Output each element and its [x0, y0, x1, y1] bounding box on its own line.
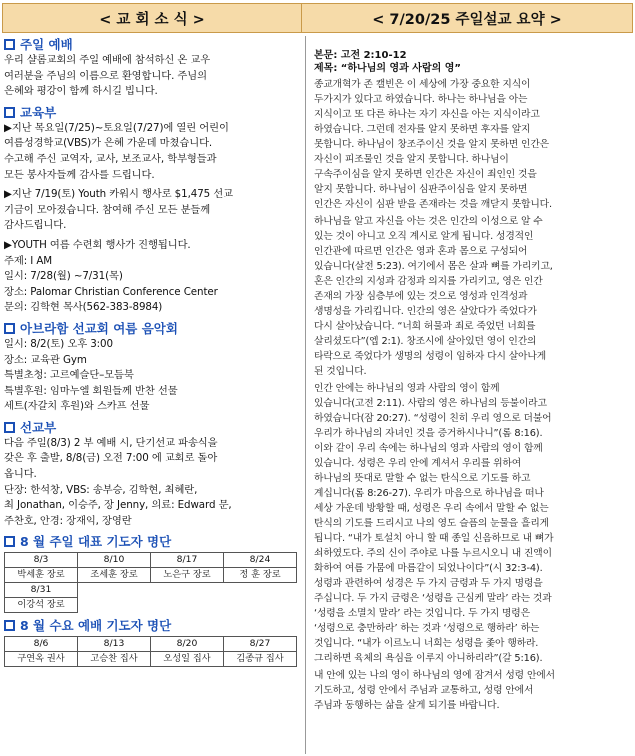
- square-bullet-icon: [4, 422, 15, 433]
- sermon-summary-column: [305, 36, 633, 754]
- sermon-summary-header: < 7/20/25 주일설교 요약 >: [302, 3, 633, 33]
- square-bullet-icon: [4, 620, 15, 631]
- section-title-sunday-prayer: 8 월 주일 대표 기도자 명단: [4, 533, 302, 550]
- section-title-education: 교육부: [4, 104, 302, 121]
- table-cell-name: 노은구 장로: [151, 568, 224, 583]
- table-cell-date: 8/17: [151, 553, 224, 568]
- table-cell-date: 8/3: [5, 553, 78, 568]
- table-cell-name: 조세훈 장로: [78, 568, 151, 583]
- square-bullet-icon: [4, 323, 15, 334]
- youth-offering-notice: ▶지난 7/19(토) Youth 카워시 행사로 $1,475 선교 기금이 모아졌습니다. 참여해 주신 모든 분들께 감사드립니다.: [4, 188, 233, 232]
- church-news-header: < 교 회 소 식 >: [2, 3, 302, 33]
- table-cell-date: 8/27: [224, 637, 297, 652]
- table-row: [5, 652, 297, 667]
- youth-retreat-notice: ▶YOUTH 여름 수련회 행사가 진행됩니다. 주제: I AM 일시: 7/28(월) ~7/31(목) 장소: Palomar Christian Conference Center 문의: 김학현 목사(562-383-8984): [4, 238, 218, 314]
- sermon-paragraph: 하나님을 알고 자신을 아는 것은 인간의 이성으로 알 수 있는 것이 아니고 오직 계시로 알게 됩니다. 성경적인 인간관에 따르면 인간은 영과 혼과 몸으로 구성되어 있습니다(살전 5:23). 여기에서 몸은 살과 뼈를 가리키고, 혼은 인간의 지성과 감정과 의지를 가리키고, 영은 인간 존재의 가장 심층부에 있는 것으로 영성과 인격성과 생명성을 가리킵니다. 인간의 영은 살았다가 죽었다가 다시 살아났습니다. “너희 허물과 죄로 죽었던 너희를 살리셨도다”(엡 2:1). 창조시에 살아있던 영이 인간의 타락으로 죽었다가 생명의 성령이 임하자 다시 살아나게 된 것입니다.: [314, 216, 553, 377]
- section-title-mission: 선교부: [4, 419, 302, 436]
- section-title-wednesday-prayer: 8 월 수요 예배 기도자 명단: [4, 617, 302, 634]
- table-cell-date: 8/24: [224, 553, 297, 568]
- square-bullet-icon: [4, 536, 15, 547]
- table-cell-name: 구연옥 권사: [5, 652, 78, 667]
- header-bar: [2, 3, 633, 33]
- table-row: [5, 553, 297, 568]
- sermon-paragraph: 종교개혁가 존 캘빈은 이 세상에 가장 중요한 지식이 두가지가 있다고 하였습니다. 하나는 하나님을 아는 지식이고 또 다른 하나는 자기 자신을 아는 지식이라고 하였습니다. 그런데 전자를 알지 못하면 후자를 알지 못합니다. 하나님이 창조주이신 것을 알지 못하면 인간은 자신이 피조물인 것을 알지 못합니다. 하나님이 구속주이심을 알지 못하면 인간은 자신이 죄인인 것을 알지 못합니다. 하나님이 심판주이심을 알지 못하면 인간은 자신이 심판 받을 존재라는 것을 깨닫지 못합니다.: [314, 79, 552, 210]
- table-row: [5, 583, 297, 598]
- table-cell-date: 8/13: [78, 637, 151, 652]
- table-row: [5, 637, 297, 652]
- table-cell-date: 8/20: [151, 637, 224, 652]
- table-cell-name: 이강석 장로: [5, 598, 78, 613]
- square-bullet-icon: [4, 107, 15, 118]
- sunday-prayer-table: [4, 552, 297, 613]
- table-cell-name: 고승찬 집사: [78, 652, 151, 667]
- wednesday-prayer-table: [4, 636, 297, 667]
- table-cell-name: 정 훈 장로: [224, 568, 297, 583]
- table-cell-date: 8/6: [5, 637, 78, 652]
- sermon-paragraph: 인간 안에는 하나님의 영과 사람의 영이 함께 있습니다(고전 2:11). 사람의 영은 하나님의 등불이라고 하였습니다(잠 20:27). “성령이 친히 우리 영으로 더불어 우리가 하나님의 자녀인 것을 증거하시나니”(롬 8:16). 이와 같이 우리 속에는 하나님의 영과 사람의 영이 함께 있습니다. 성령은 우리 안에 계셔서 우리를 위하여 하나님의 뜻대로 말할 수 없는 탄식으로 기도를 하고 계십니다(롬 8:26-27). 우리가 마음으로 하나님을 떠나 세상 가운데 방황할 때, 성령은 우리 속에서 말할 수 없는 탄식의 기도를 드리시고 나의 영도 슬픔의 눈물을 흘리게 됩니다. “내가 토설치 아니 할 때 종일 신음하므로 내 뼈가 쇠하였도다. 주의 신이 주야로 나를 누르시오니 내 진액이 화하여 여름 가뭄에 마름같이 되었나이다”(시 32:3-4).: [314, 383, 554, 574]
- vbs-notice: ▶지난 목요일(7/25)~토요일(7/27)에 열린 어린이 여름성경학교(VBS)가 은혜 가운데 마쳤습니다. 수고해 주신 교역자, 교사, 보조교사, 학부형들과 모든 봉사자들께 감사를 드립니다.: [4, 121, 229, 181]
- church-news-column: [4, 36, 302, 754]
- table-cell-date: 8/31: [5, 583, 78, 598]
- table-cell-name: 오성일 집사: [151, 652, 224, 667]
- table-row: [5, 598, 297, 613]
- section-title-abraham-mission: 아브라함 선교회 여름 음악회: [4, 320, 302, 337]
- mission-details: 다음 주일(8/3) 2 부 예배 시, 단기선교 파송식을 갖은 후 출발, 8/8(금) 오전 7:00 에 교회로 돌아 옵니다. 단장: 한석창, VBS: 송부승, 김학현, 최혜란, 최 Jonathan, 이승주, 장 Jenny, 의료: Edward 문, 주찬호, 안경: 장재익, 장영란: [4, 436, 232, 527]
- square-bullet-icon: [4, 39, 15, 50]
- worship-text: 우리 샬롬교회의 주일 예배에 참석하신 온 교우 여러분을 주님의 이름으로 환영합니다. 주님의 은혜와 평강이 함께 하시길 빕니다.: [4, 54, 211, 98]
- section-title-worship: 주일 예배: [4, 36, 302, 53]
- abraham-concert-details: 일시: 8/2(토) 오후 3:00 장소: 교육관 Gym 특별초청: 고르예슬단–모듬북 특별후원: 임마누엘 회원들께 반찬 선물 세트(자갈치 후원)와 스카프 선물: [4, 337, 178, 413]
- sermon-title: 제목: “하나님의 영과 사람의 영”: [314, 63, 461, 74]
- table-cell-date: 8/10: [78, 553, 151, 568]
- sermon-paragraph: 내 안에 있는 나의 영이 하나님의 영에 잠겨서 성령 안에서 기도하고, 성령 안에서 주님과 교통하고, 성령 안에서 주님과 동행하는 삶을 살게 되기를 바랍니다.: [314, 670, 555, 711]
- table-cell-name: 김종규 집사: [224, 652, 297, 667]
- sermon-scripture: 본문: 고전 2:10-12: [314, 50, 407, 61]
- table-cell-name: 박세훈 장로: [5, 568, 78, 583]
- sermon-paragraph: 성령과 관련하여 성경은 두 가지 금령과 두 가지 명령을 주십니다. 두 가지 금령은 ‘성령을 근심케 말라’ 라는 것과 ‘성령을 소멸치 말라’ 라는 것입니다. 두 가지 명령은 ‘성령으로 충만하라’ 하는 것과 ‘성령으로 행하라’ 하는 것입니다. “내가 이르노니 너희는 성령을 좇아 행하라. 그리하면 육체의 욕심을 이루지 아니하리라”(갈 5:16).: [314, 578, 552, 664]
- table-row: [5, 568, 297, 583]
